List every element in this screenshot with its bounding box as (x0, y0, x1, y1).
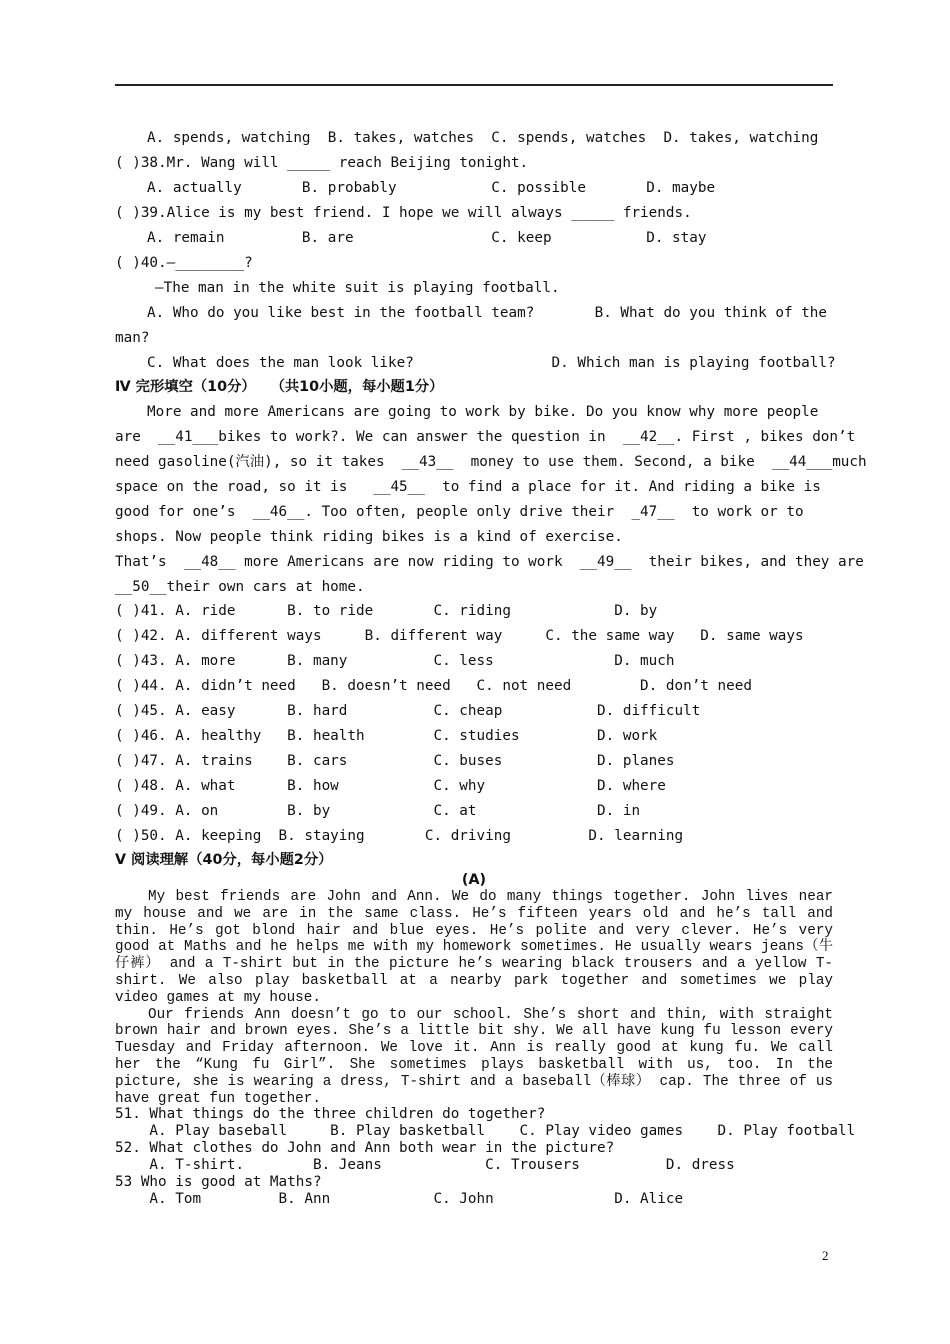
cloze-line: shops. Now people think riding bikes is a kind of exercise. (115, 529, 623, 545)
cloze-option-line: ( )44. A. didn’t need B. doesn’t need C. not need D. don’t need (115, 678, 752, 694)
question-line: ( )38.Mr. Wang will _____ reach Beijing tonight. (115, 155, 529, 171)
cloze-option-line: ( )43. A. more B. many C. less D. much (115, 653, 675, 669)
page-number: 2 (822, 1248, 829, 1263)
cloze-line: That’s __48__ more Americans are now riding to work __49__ their bikes, and they are (115, 554, 864, 570)
question-line: A. remain B. are C. keep D. stay (147, 230, 707, 246)
cloze-option-line: ( )48. A. what B. how C. why D. where (115, 778, 666, 794)
question-line: ( )39.Alice is my best friend. I hope we will always _____ friends. (115, 205, 692, 221)
cloze-line: good for one’s __46__. Too often, people only drive their _47__ to work or to (115, 504, 804, 520)
section-5-heading: Ⅴ 阅读理解（40分，每小题2分） (115, 852, 333, 868)
header-rule (115, 84, 833, 86)
question-line: man? (115, 330, 150, 346)
question-line: C. What does the man look like? D. Which man is playing football? (147, 355, 836, 371)
question-line: A. actually B. probably C. possible D. maybe (147, 180, 716, 196)
cloze-line: space on the road, so it is __45__ to find a place for it. And riding a bike is (115, 479, 821, 495)
cloze-option-line: ( )50. A. keeping B. staying C. driving D. learning (115, 828, 684, 844)
cloze-option-line: ( )41. A. ride B. to ride C. riding D. by (115, 603, 658, 619)
reading-question-line: A. Tom B. Ann C. John D. Alice (115, 1191, 684, 1207)
reading-question-line: 52. What clothes do John and Ann both wear in the picture? (115, 1140, 615, 1156)
cloze-line: need gasoline(汽油), so it takes __43__ money to use them. Second, a bike __44___much (115, 454, 867, 470)
question-line: —The man in the white suit is playing football. (155, 280, 560, 296)
cloze-option-line: ( )49. A. on B. by C. at D. in (115, 803, 641, 819)
question-line: A. Who do you like best in the football team? B. What do you think of the (147, 305, 827, 321)
reading-question-line: 51. What things do the three children do together? (115, 1106, 546, 1122)
cloze-option-line: ( )47. A. trains B. cars C. buses D. planes (115, 753, 675, 769)
cloze-line: __50__their own cars at home. (115, 579, 365, 595)
passage-label: (A) (461, 872, 487, 888)
cloze-line: are __41___bikes to work?. We can answer the question in __42__. First , bikes don’t (115, 429, 856, 445)
reading-question-line: 53 Who is good at Maths? (115, 1174, 322, 1190)
reading-question-line: A. T-shirt. B. Jeans C. Trousers D. dress (115, 1157, 735, 1173)
cloze-option-line: ( )42. A. different ways B. different way C. the same way D. same ways (115, 628, 804, 644)
reading-question-line: A. Play baseball B. Play basketball C. Play video games D. Play football (115, 1123, 856, 1139)
question-line: ( )40.—________? (115, 255, 253, 271)
cloze-line: More and more Americans are going to work by bike. Do you know why more people (147, 404, 819, 420)
cloze-option-line: ( )46. A. healthy B. health C. studies D. work (115, 728, 658, 744)
passage-paragraph-2: Our friends Ann doesn’t go to our school. She’s short and thin, with straight brown hair and brown eyes. She’s a little bit shy. We all have kung fu lesson every Tuesday and Friday afternoon. We love it. Ann is really good at kung fu. We call her the “Kung fu Girl”. She sometimes plays basketball with us, too. In the picture, she is wearing a dress, T-shirt and a baseball（棒球） cap. The three of us have great fun together. (115, 1006, 833, 1107)
section-4-heading: Ⅳ 完形填空（10分） （共10小题，每小题1分） (115, 379, 444, 395)
reading-passage (115, 889, 833, 1107)
passage-paragraph-1: My best friends are John and Ann. We do many things together. John lives near my house and we are in the same class. He’s fifteen years old and he’s tall and thin. He’s got blond hair and blue eyes. He’s polite and very clever. He’s very good at Maths and he helps me with my homework sometimes. He usually wears jeans（牛仔裤） and a T-shirt but in the picture he’s wearing black trousers and a yellow T-shirt. We also play basketball at a nearby park together and sometimes we play video games at my house. (115, 889, 833, 1006)
question-line: A. spends, watching B. takes, watches C. spends, watches D. takes, watching (147, 130, 819, 146)
cloze-option-line: ( )45. A. easy B. hard C. cheap D. difficult (115, 703, 701, 719)
